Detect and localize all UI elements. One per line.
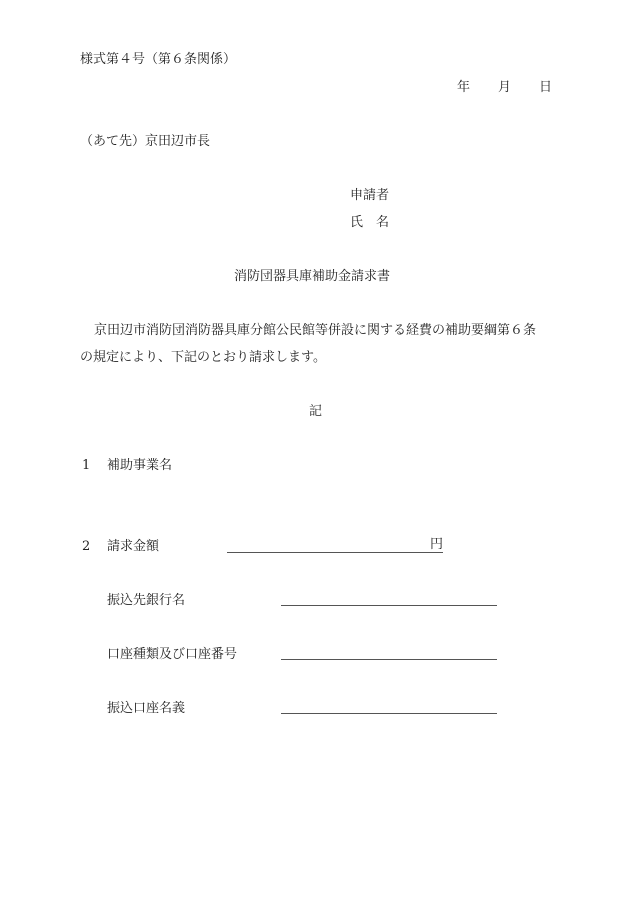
amount-underline xyxy=(227,552,443,553)
item-2-number: 2 xyxy=(82,539,91,554)
item-2-label: 請求金額 xyxy=(107,539,160,554)
bank-name-underline xyxy=(281,605,497,606)
item-1-label: 補助事業名 xyxy=(107,458,173,473)
document-title: 消防団器具庫補助金請求書 xyxy=(234,269,391,284)
ki-heading: 記 xyxy=(309,404,323,419)
addressee: （あて先）京田辺市長 xyxy=(80,134,211,149)
account-holder-label: 振込口座名義 xyxy=(107,701,186,716)
form-number: 様式第４号（第６条関係） xyxy=(80,52,237,67)
account-type-number-underline xyxy=(281,659,497,660)
body-line-2: の規定により、下記のとおり請求します。 xyxy=(80,350,326,365)
item-1-number: 1 xyxy=(82,458,91,473)
account-holder-underline xyxy=(281,713,497,714)
bank-name-label: 振込先銀行名 xyxy=(107,593,186,608)
date-day-label: 日 xyxy=(539,80,553,95)
applicant-label: 申請者 xyxy=(350,188,390,203)
body-line-1: 京田辺市消防団消防器具庫分館公民館等併設に関する経費の補助要綱第６条 xyxy=(94,323,537,338)
amount-unit: 円 xyxy=(430,537,444,552)
account-type-number-label: 口座種類及び口座番号 xyxy=(107,647,238,662)
date-month-label: 月 xyxy=(498,80,512,95)
date-year-label: 年 xyxy=(457,80,471,95)
applicant-name-label: 氏 名 xyxy=(350,215,390,230)
